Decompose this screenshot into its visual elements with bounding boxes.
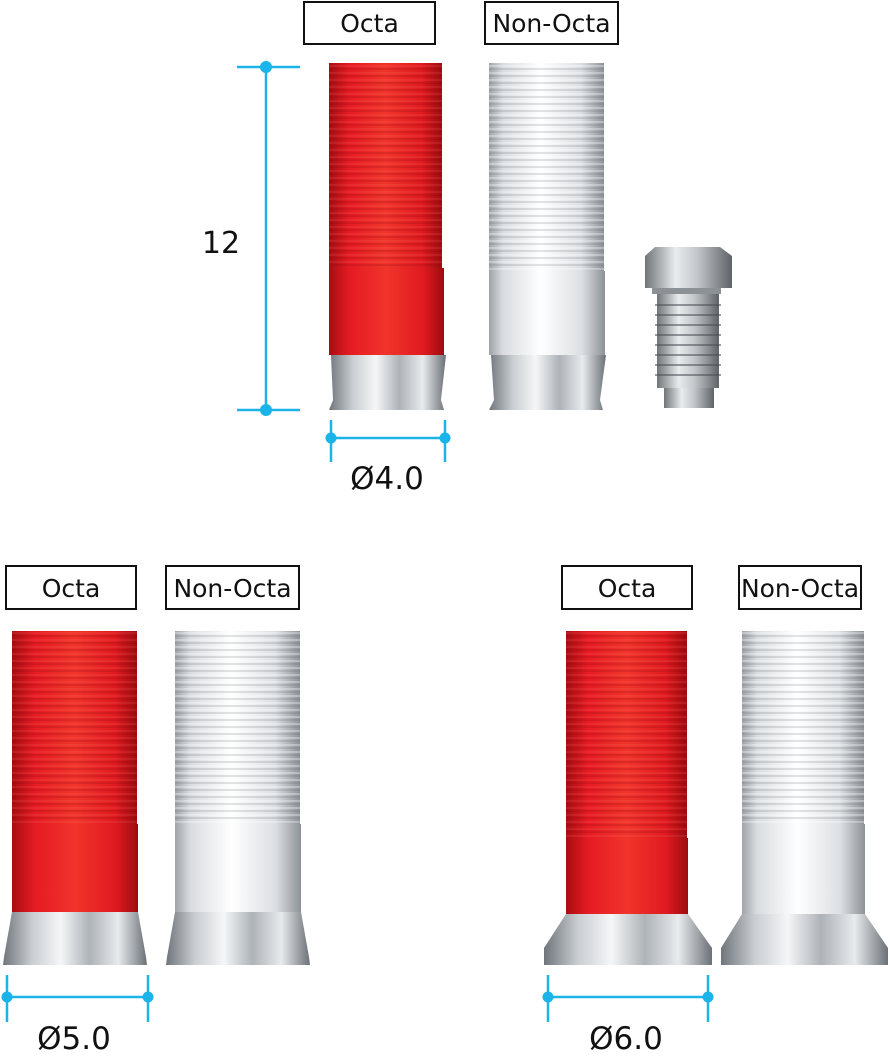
group-d50: [2, 566, 311, 1057]
non-octa-label: Non-Octa: [173, 574, 292, 603]
non-octa-label: Non-Octa: [740, 574, 860, 603]
diameter-label: Ø4.0: [350, 461, 424, 497]
non-octa-abutment: [721, 631, 888, 965]
non-octa-abutment: [166, 631, 310, 965]
octa-abutment: [3, 631, 147, 965]
non-octa-abutment: [489, 63, 606, 410]
octa-label: Octa: [597, 574, 657, 603]
octa-abutment: [329, 63, 446, 410]
height-dimension: [237, 61, 300, 416]
diameter-dimension: [2, 975, 154, 1022]
abutment-screw-icon: [645, 247, 732, 408]
octa-label: Octa: [41, 574, 101, 603]
diameter-dimension: [543, 975, 714, 1022]
height-label: 12: [201, 226, 241, 261]
diameter-label: Ø5.0: [37, 1021, 111, 1057]
octa-label: Octa: [340, 9, 399, 38]
non-octa-label: Non-Octa: [492, 9, 611, 38]
octa-abutment: [544, 631, 712, 965]
group-d40: [202, 2, 732, 497]
diameter-dimension: [326, 420, 451, 462]
group-d60: [543, 566, 889, 1057]
diameter-label: Ø6.0: [589, 1021, 663, 1057]
